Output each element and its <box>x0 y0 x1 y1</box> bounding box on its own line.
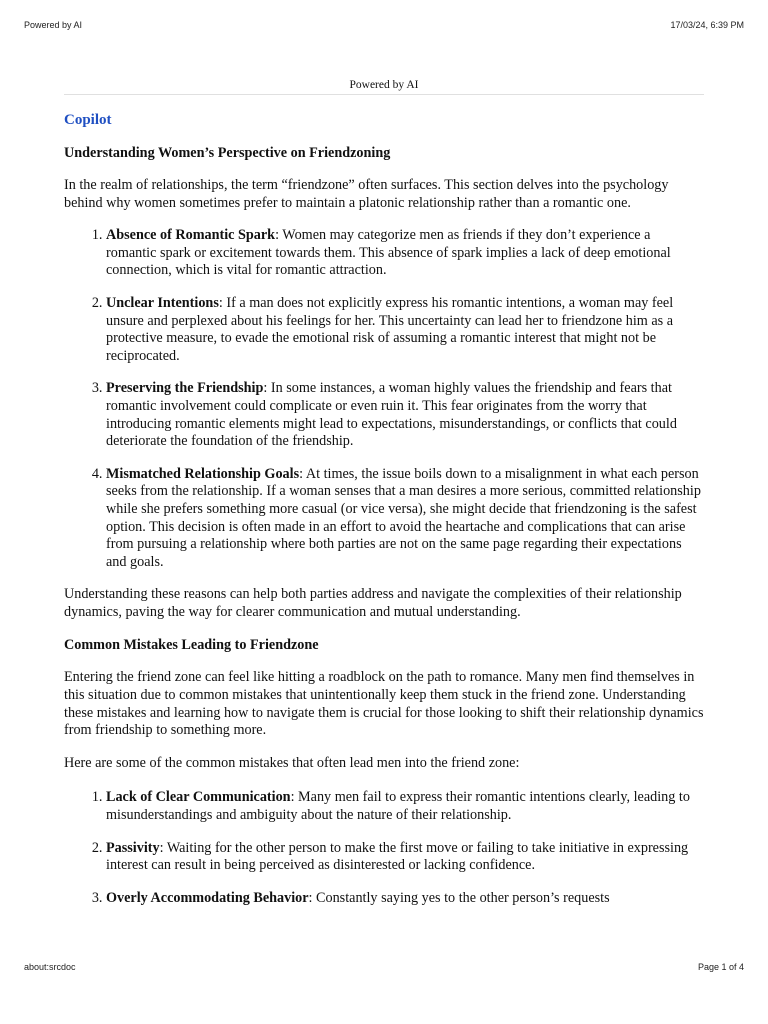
list-item-term: Preserving the Friendship <box>106 380 264 397</box>
list-item-text: : At times, the issue boils down to a misalignment in what each person seeks from the relationship. If a woman senses that a man desires a more serious, committed relationship while she prefers something more casual (or vice versa), she might decide that friendzoning is the safest option. This decision is often made in an effort to avoid the heartache and complications that can arise from pursuing a relationship where both parties are not on the same page regarding their expectations and goals. <box>106 465 701 570</box>
reasons-list <box>64 227 704 571</box>
brand-title: Copilot <box>64 112 112 128</box>
section-intro: In the realm of relationships, the term “friendzone” often surfaces. This section delves into the psychology behind why women sometimes prefer to maintain a platonic relationship rather than a romantic one. <box>64 177 669 211</box>
list-item-term: Overly Accommodating Behavior <box>106 889 309 906</box>
list-item-text: : Women may categorize men as friends if they don’t experience a romantic spark or excitement towards them. This absence of spark implies a lack of deep emotional connection, which is vital for romantic attraction. <box>106 227 671 279</box>
list-item <box>106 890 704 908</box>
section-heading: Common Mistakes Leading to Friendzone <box>64 637 319 654</box>
list-item-term: Mismatched Relationship Goals <box>106 465 300 482</box>
section-lead: Here are some of the common mistakes that often lead men into the friend zone: <box>64 754 520 771</box>
page-number: Page 1 of 4 <box>697 962 744 972</box>
section-heading: Understanding Women’s Perspective on Friendzoning <box>64 145 391 161</box>
print-header-title: Powered by AI <box>24 20 83 30</box>
list-item-text: : Many men fail to express their romantic intentions clearly, leading to misunderstandings and ambiguity about the nature of their relationship. <box>106 789 690 824</box>
doc-banner: Powered by AI <box>64 78 704 95</box>
list-item <box>106 227 704 280</box>
section-conclusion: Understanding these reasons can help both parties address and navigate the complexities of their relationship dynamics, paving the way for clearer communication and mutual understanding. <box>64 586 682 620</box>
list-item-term: Passivity <box>106 839 160 856</box>
print-header <box>24 20 744 30</box>
list-item-term: Unclear Intentions <box>106 294 219 311</box>
list-item-text: : In some instances, a woman highly values the friendship and fears that romantic involvement could complicate or even ruin it. This fear originates from the worry that introducing romantic elements might lead to expectations, misunderstandings, or conflicts that could deteriorate the foundation of the friendship. <box>106 380 677 450</box>
print-footer <box>24 962 744 972</box>
list-item-text: : If a man does not explicitly express his romantic intentions, a woman may feel unsure and perplexed about his feelings for her. This uncertainty can lead her to friendzone him as a protective measure, to evade the emotional risk of assuming a romantic interest that might not be reciprocated. <box>106 294 674 364</box>
list-item-text: : Constantly saying yes to the other person’s requests <box>308 889 610 906</box>
list-item <box>106 380 704 450</box>
section-intro: Entering the friend zone can feel like hitting a roadblock on the path to romance. Many men find themselves in this situation due to common mistakes that unintentionally keep them stuck in the friend zone. Understanding these mistakes and learning how to navigate them is crucial for those looking to shift their relationship dynamics from friendship to something more. <box>64 669 704 739</box>
list-item-term: Lack of Clear Communication <box>106 789 291 806</box>
print-footer-url: about:srcdoc <box>24 962 76 972</box>
list-item <box>106 466 704 572</box>
list-item <box>106 295 704 365</box>
mistakes-list <box>64 789 704 907</box>
print-header-timestamp: 17/03/24, 6:39 PM <box>670 20 744 30</box>
document-body <box>64 78 704 907</box>
list-item-term: Absence of Romantic Spark <box>106 227 276 244</box>
list-item <box>106 789 704 824</box>
list-item-text: : Waiting for the other person to make the first move or failing to take initiative in expressing interest can result in being perceived as disinterested or lacking confidence. <box>106 839 689 874</box>
list-item <box>106 840 704 875</box>
